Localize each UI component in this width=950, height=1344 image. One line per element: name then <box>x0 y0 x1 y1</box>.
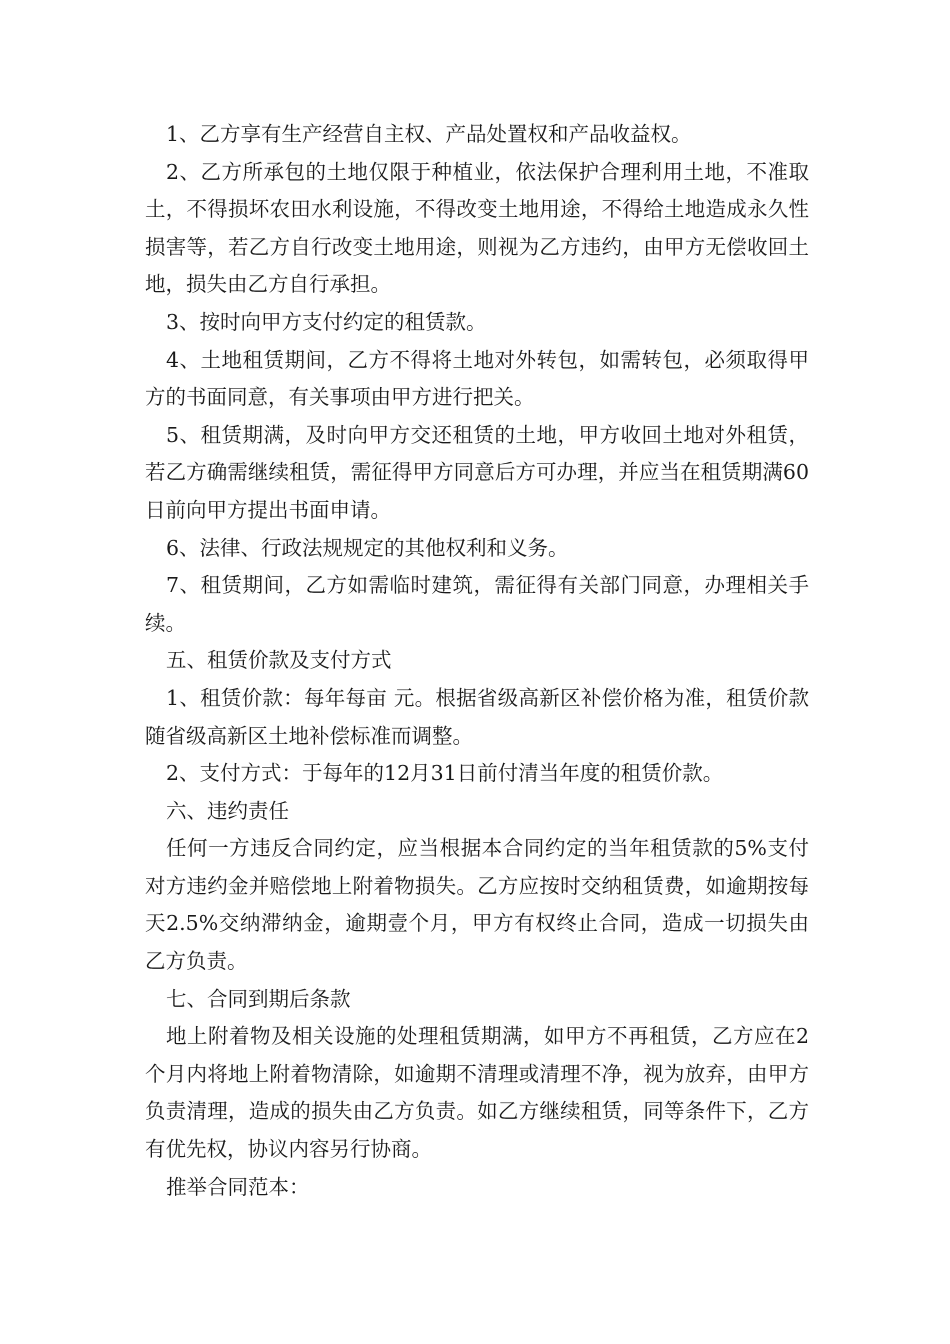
clause-2-land-use: 2、乙方所承包的土地仅限于种植业，依法保护合理利用土地，不准取土，不得损坏农田水利设施，不得改变土地用途，不得给土地造成永久性损害等，若乙方自行改变土地用途，则视为乙方违约，由甲方无偿收回土地，损失由乙方自行承担。 <box>145 159 809 297</box>
recommended-template-label: 推举合同范本： <box>166 1174 310 1199</box>
clause-breach-liability: 任何一方违反合同约定，应当根据本合同约定的当年租赁款的5%支付对方违约金并赔偿地上附着物损失。乙方应按时交纳租赁费，如逾期按每天2.5%交纳滞纳金，逾期壹个月，甲方有权终止合同，造成一切损失由乙方负责。 <box>145 836 809 974</box>
document-body <box>145 116 809 1206</box>
section-heading-expiry-terms: 七、合同到期后条款 <box>166 986 351 1011</box>
clause-lease-price: 1、租赁价款：每年每亩 元。根据省级高新区补偿价格为准，租赁价款随省级高新区土地补偿标准而调整。 <box>145 685 809 748</box>
clause-4-subcontract: 4、土地租赁期间，乙方不得将土地对外转包，如需转包，必须取得甲方的书面同意，有关事项由甲方进行把关。 <box>145 347 809 410</box>
section-heading-breach: 六、违约责任 <box>166 798 289 823</box>
section-heading-price-payment: 五、租赁价款及支付方式 <box>166 648 392 673</box>
clause-3-payment: 3、按时向甲方支付约定的租赁款。 <box>166 309 487 334</box>
clause-expiry-terms: 地上附着物及相关设施的处理租赁期满，如甲方不再租赁，乙方应在2个月内将地上附着物清除，如逾期不清理或清理不净，视为放弃，由甲方负责清理，造成的损失由乙方负责。如乙方继续租赁，同等条件下，乙方有优先权，协议内容另行协商。 <box>145 1024 809 1162</box>
clause-7-temporary-building: 7、租赁期间，乙方如需临时建筑，需征得有关部门同意，办理相关手续。 <box>145 573 809 635</box>
clause-6-other-rights: 6、法律、行政法规规定的其他权利和义务。 <box>166 535 569 560</box>
clause-1-operating-rights: 1、乙方享有生产经营自主权、产品处置权和产品收益权。 <box>166 122 692 146</box>
clause-5-lease-expiry: 5、租赁期满，及时向甲方交还租赁的土地，甲方收回土地对外租赁，若乙方确需继续租赁，需征得甲方同意后方可办理，并应当在租赁期满60日前向甲方提出书面申请。 <box>145 422 809 522</box>
clause-payment-method: 2、支付方式：于每年的12月31日前付清当年度的租赁价款。 <box>166 761 724 786</box>
